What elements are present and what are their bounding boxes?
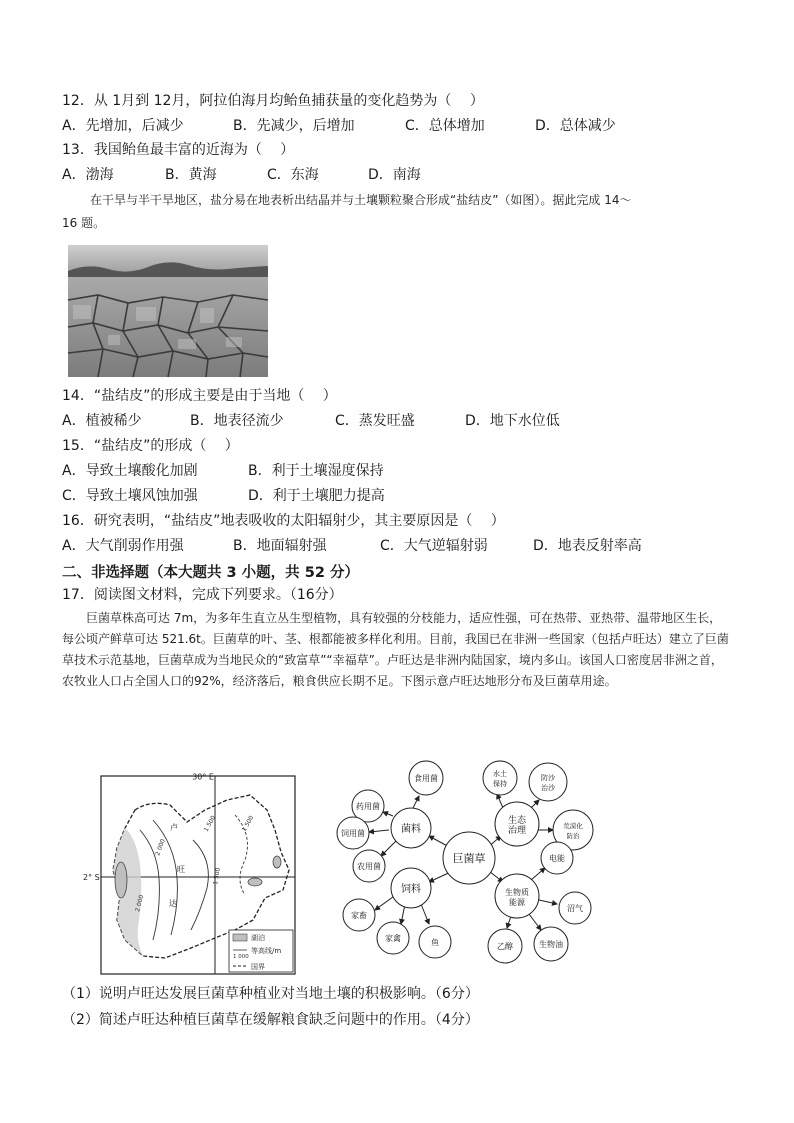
diagram-leaf-poultry: 家禽: [385, 934, 401, 943]
diagram-hub-bio: 生物质能源: [505, 888, 529, 907]
q17-sub1: （1）说明卢旺达发展巨菌草种植业对当地土壤的积极影响。（6分）: [62, 986, 479, 1002]
diagram-leaf-feed-fungus: 饲用菌: [341, 829, 365, 838]
diagram-leaf-livestock: 家畜: [351, 911, 367, 920]
q15-option-d: D．利于土壤肥力提高: [248, 488, 385, 504]
diagram-leaf-soil-conservation: 水土保持: [493, 770, 507, 788]
q16-option-b: B．地面辐射强: [233, 538, 327, 554]
map-contour-label-4: 1 500: [212, 867, 222, 886]
diagram-leaf-bio-oil: 生物油: [539, 940, 563, 949]
q12-option-b: B．先减少，后增加: [233, 118, 355, 134]
q13-option-d: D．南海: [368, 167, 421, 183]
q17-material: 巨菌草株高可达 7m，为多年生直立丛生型植物，具有较强的分枝能力，适应性强，可在热带、亚热带、温带地区生长，每公顷产鲜草可达 521.6t。巨菌草的叶、茎、根都能被多样化利用。目前，我国已在非洲一些国家（包括卢旺达）建立了巨菌草技术示范基地，巨菌草成为当地民众的“致富草”“幸福草”。卢旺达是非洲内陆国家，境内多山。该国人口密度居非洲之首，农牧业人口占全国人口的92%，经济落后，粮食供应长期不足。下图示意卢旺达地形分布及巨菌草用途。: [62, 611, 729, 688]
q15-option-b: B．利于土壤湿度保持: [248, 463, 384, 479]
diagram-leaf-electricity: 电能: [549, 854, 565, 863]
juncao-usage-diagram: [325, 752, 610, 970]
q14-option-d: D．地下水位低: [465, 413, 560, 429]
intro-14-16-line2: 16 题。: [62, 216, 106, 230]
legend-border: 国界: [251, 963, 265, 971]
salt-crust-photo: [68, 245, 268, 377]
q14-option-b: B．地表径流少: [190, 413, 284, 429]
q15-option-a: A．导致土壤酸化加剧: [62, 463, 198, 479]
q16-option-c: C．大气逆辐射弱: [380, 538, 488, 554]
q14-option-a: A．植被稀少: [62, 413, 142, 429]
diagram-leaf-medicinal-fungus: 药用菌: [356, 802, 380, 811]
map-lon-label: 30° E: [192, 772, 214, 782]
q13-stem: 13．我国鲐鱼最丰富的近海为（ ）: [62, 142, 295, 158]
q14-option-c: C．蒸发旺盛: [335, 413, 415, 429]
legend-lake: 湖泊: [251, 934, 265, 942]
diagram-hub-mushroom: 菌料: [401, 824, 421, 835]
map-contour-label-5: 1 500: [240, 814, 256, 833]
intro-14-16-line1: 在干旱与半干旱地区，盐分易在地表析出结晶并与土壤颗粒聚合形成“盐结皮”（如图）。据此完成 14～: [90, 193, 632, 207]
q13-option-c: C．东海: [267, 167, 319, 183]
diagram-leaf-biogas: 沼气: [567, 904, 583, 913]
section-title: 二、非选择题（本大题共 3 小题，共 52 分）: [62, 565, 359, 581]
q12-option-a: A．先增加，后减少: [62, 118, 184, 134]
diagram-leaf-desertification: 荒漠化防治: [563, 822, 583, 840]
q15-stem: 15．“盐结皮”的形成（ ）: [62, 438, 239, 454]
q12-stem: 12．从 1月到 12月，阿拉伯海月均鲐鱼捕获量的变化趋势为（ ）: [62, 93, 484, 109]
map-contour-label-2: 1 500: [202, 814, 218, 833]
diagram-leaf-ethanol: 乙醇: [497, 942, 513, 951]
diagram-hub-eco: 生态治理: [507, 816, 527, 836]
diagram-hub-feed: 饲料: [401, 884, 421, 895]
diagram-leaf-fish: 鱼: [431, 938, 439, 947]
q16-option-a: A．大气削弱作用强: [62, 538, 184, 554]
map-country-char-3: 达: [169, 899, 177, 908]
map-country-char-1: 卢: [170, 823, 178, 832]
diagram-center: 巨菌草: [452, 852, 486, 865]
rwanda-map: [83, 770, 300, 980]
q15-option-c: C．导致土壤风蚀加强: [62, 488, 198, 504]
q12-option-c: C．总体增加: [405, 118, 485, 134]
q12-option-d: D．总体减少: [535, 118, 616, 134]
diagram-leaf-sand-control: 防沙治沙: [541, 774, 555, 792]
diagram-leaf-agri-fungus: 农用菌: [357, 862, 381, 871]
q14-stem: 14．“盐结皮”的形成主要是由于当地（ ）: [62, 388, 337, 404]
diagram-leaf-edible-fungus: 食用菌: [414, 774, 438, 783]
legend-contour: 等高线/m: [251, 947, 282, 955]
map-country-char-2: 旺: [177, 865, 185, 874]
map-contour-label-1: 2 000: [154, 838, 167, 857]
q16-stem: 16．研究表明，“盐结皮”地表吸收的太阳辐射少，其主要原因是（ ）: [62, 513, 505, 529]
q13-option-b: B．黄海: [165, 167, 217, 183]
map-lat-label: 2° S: [83, 873, 100, 882]
q13-option-a: A．渤海: [62, 167, 114, 183]
q17-stem: 17．阅读图文材料，完成下列要求。（16分）: [62, 587, 343, 603]
map-contour-label-3: 2 000: [134, 894, 146, 913]
q16-option-d: D．地表反射率高: [533, 538, 642, 554]
legend-contour-sample: 1 000: [233, 954, 249, 960]
q17-sub2: （2）简述卢旺达种植巨菌草在缓解粮食缺乏问题中的作用。（4分）: [62, 1012, 479, 1028]
